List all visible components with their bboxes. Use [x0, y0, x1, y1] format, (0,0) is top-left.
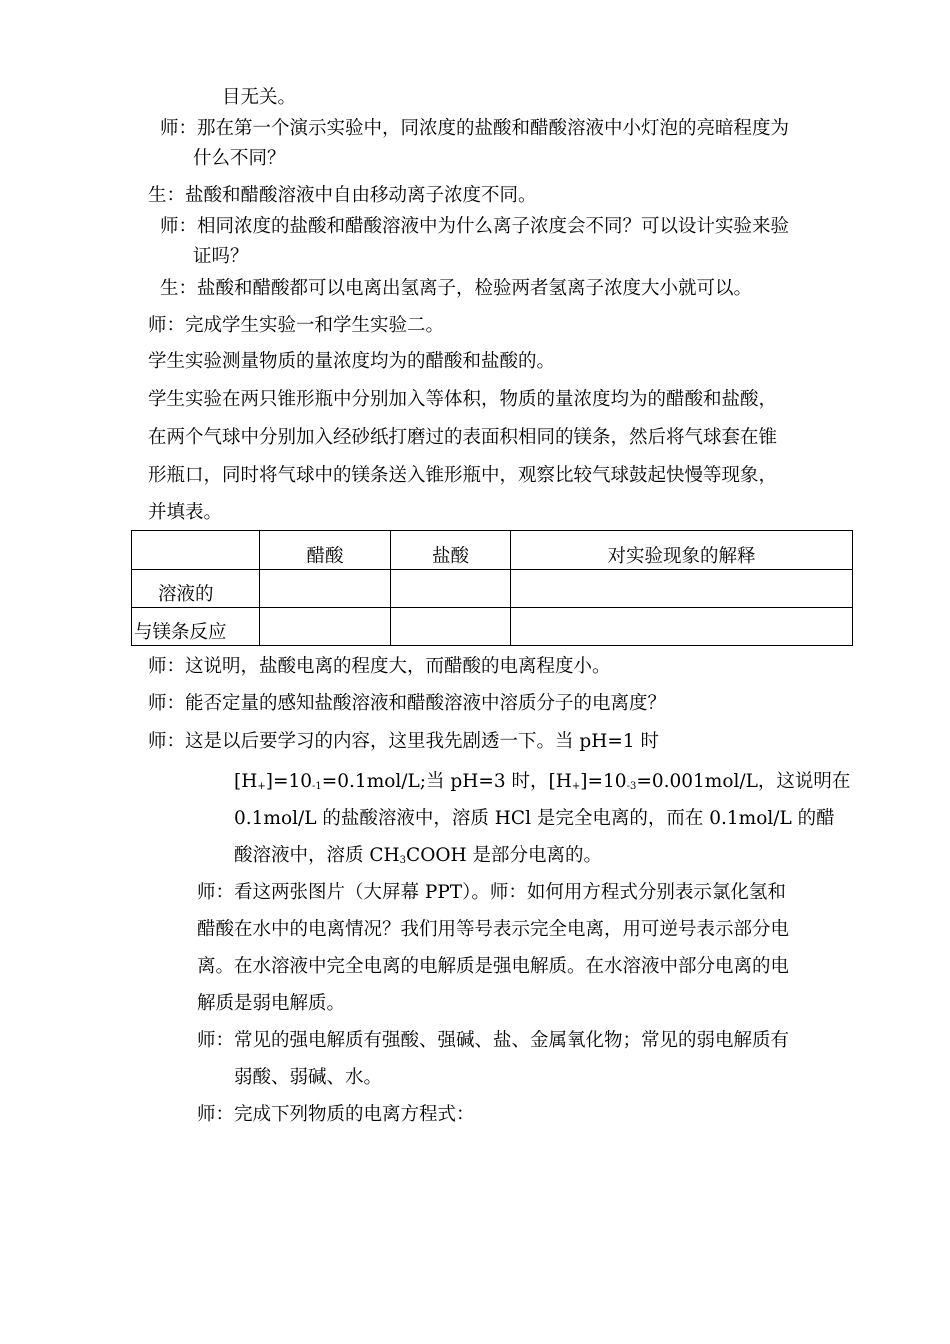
- table-cell: [260, 570, 391, 608]
- formula-charge: +: [257, 781, 266, 792]
- table-cell: [391, 608, 511, 646]
- formula-text: =0.001mol/L，这说明在: [636, 771, 851, 792]
- text-line: 师：这说明，盐酸电离的程度大，而醋酸的电离程度小。: [148, 656, 611, 677]
- text-line: 生：盐酸和醋酸都可以电离出氢离子，检验两者氢离子浓度大小就可以。: [160, 278, 753, 299]
- text-line: 并填表。: [148, 502, 223, 523]
- text-line: 师：那在第一个演示实验中，同浓度的盐酸和醋酸溶液中小灯泡的亮暗程度为: [160, 118, 790, 139]
- table-header-cell: 盐酸: [391, 531, 511, 570]
- formula-line: 0.1mol/L 的盐酸溶液中，溶质 HCl 是完全电离的，而在 0.1mol/L 的醋: [234, 808, 835, 829]
- text-line: 师：完成下列物质的电离方程式：: [197, 1104, 475, 1125]
- text-line: 师：相同浓度的盐酸和醋酸溶液中为什么离子浓度会不同？可以设计实验来验: [160, 216, 790, 237]
- text-line: 师：常见的强电解质有强酸、强碱、盐、金属氧化物；常见的弱电解质有: [197, 1030, 790, 1051]
- text-line: 弱酸、弱碱、水。: [234, 1067, 383, 1088]
- table-cell: [511, 570, 853, 608]
- text-line: 学生实验在两只锥形瓶中分别加入等体积，物质的量浓度均为的醋酸和盐酸，: [148, 389, 778, 410]
- text-line: 醋酸在水中的电离情况？我们用等号表示完全电离，用可逆号表示部分电: [197, 919, 790, 940]
- text-line: 学生实验测量物质的量浓度均为的醋酸和盐酸的。: [148, 351, 556, 372]
- text-line: 师：看这两张图片（大屏幕 PPT）。师：如何用方程式分别表示氯化氢和: [197, 882, 786, 903]
- text-line: 什么不同？: [193, 148, 286, 169]
- experiment-table: [131, 530, 853, 646]
- formula-text: ]=10: [265, 771, 313, 792]
- table-cell: [260, 608, 391, 646]
- table-row: [132, 570, 853, 608]
- formula-subscript: 3: [399, 855, 407, 866]
- table-header-cell: 醋酸: [260, 531, 391, 570]
- table-cell: [391, 570, 511, 608]
- text-line: 解质是弱电解质。: [197, 993, 346, 1014]
- table-header-row: [132, 531, 853, 570]
- formula-text: COOH 是部分电离的。: [406, 845, 603, 866]
- text-line: 离。在水溶液中完全电离的电解质是强电解质。在水溶液中部分电离的电: [197, 956, 790, 977]
- table-cell: [511, 608, 853, 646]
- text-line: 师：能否定量的感知盐酸溶液和醋酸溶液中溶质分子的电离度？: [148, 693, 667, 714]
- table-header-cell: 对实验现象的解释: [511, 531, 853, 570]
- formula-charge: +: [571, 781, 581, 792]
- formula-text: 酸溶液中，溶质 CH: [234, 845, 400, 866]
- formula-line: [234, 770, 850, 799]
- table-row: [132, 608, 853, 646]
- formula-line: [234, 844, 602, 873]
- table-header-cell: [132, 531, 260, 570]
- text-line: 目无关。: [222, 87, 297, 108]
- formula-text: [H: [234, 771, 258, 792]
- formula-exponent: -1: [312, 781, 322, 792]
- formula-text: =0.1mol/L;当 pH=3 时，[H: [321, 771, 572, 792]
- text-line: 在两个气球中分别加入经砂纸打磨过的表面积相同的镁条，然后将气球套在锥: [148, 427, 778, 448]
- formula-exponent: -3: [626, 781, 637, 792]
- text-line: 形瓶口，同时将气球中的镁条送入锥形瓶中，观察比较气球鼓起快慢等现象，: [148, 465, 778, 486]
- table-row-label: 与镁条反应: [132, 608, 260, 646]
- table-row-label: 溶液的: [132, 570, 260, 608]
- text-line: 师：这是以后要学习的内容，这里我先剧透一下。当 pH=1 时: [148, 731, 660, 752]
- text-line: 师：完成学生实验一和学生实验二。: [148, 315, 445, 336]
- text-line: 生：盐酸和醋酸溶液中自由移动离子浓度不同。: [148, 185, 537, 206]
- formula-text: ]=10: [580, 771, 627, 792]
- text-line: 证吗？: [193, 246, 249, 267]
